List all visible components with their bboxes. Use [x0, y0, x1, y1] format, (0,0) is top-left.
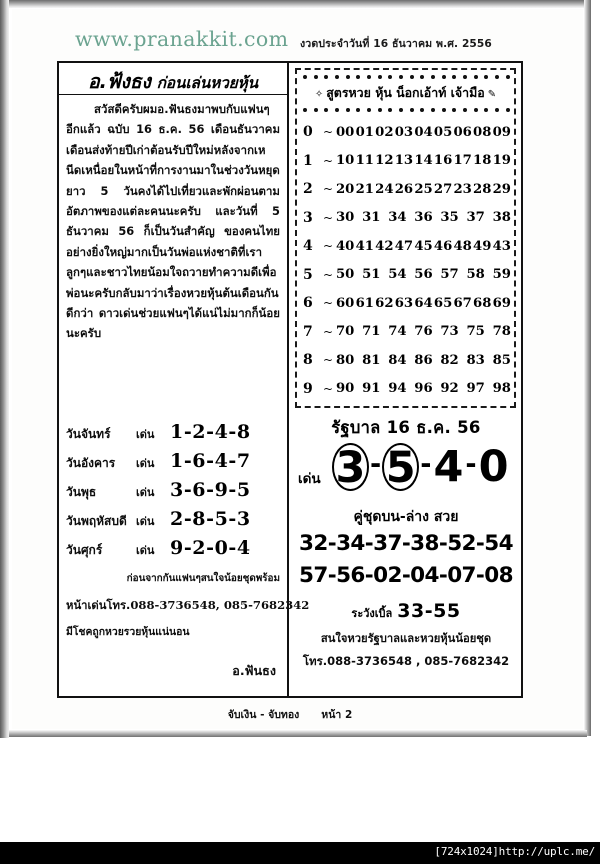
scan-edge-right	[584, 0, 591, 736]
number-cell: 21	[355, 181, 374, 197]
number-cell: 81	[362, 352, 381, 368]
row-values	[336, 210, 513, 225]
row-values	[336, 381, 513, 396]
number-cell: 11	[355, 153, 374, 169]
featured-digits	[332, 443, 510, 491]
number-cell: 03	[394, 124, 414, 140]
number-row	[303, 118, 513, 147]
row-tilde: ~	[322, 381, 334, 396]
article-paragraph: สวัสดีครับผมอ.ฟันธงมาพบกับแฟนๆอีกแล้ว ฉบับ 16 ธ.ค. 56 เดือนธันวาคมเดือนส่งท้ายปีเก่าต้อนรับปีใหม่หลังจากเหนีดเหนื่อยในหน้าที่การงานมาในช่วงวันหยุดยาว 5 วันคงได้ไปเที่ยวและพักผ่อนตามอัตภาพของแต่ละคนนะครับ และวันที่ 5 ธันวาคม 56 ก็เป็นวันสำคัญ ของคนไทยอย่างยิ่งใหญ่มากเป็นวันพ่อแห่งชาติที่เราลูกๆและชาวไทยน้อมใจถวายทำความดีเพื่อพ่อนะครับกลับมาว่าเรื่องหวยหุ้นต้นเดือนกันดีกว่า ดาวเด่นช่วยแฟนๆได้แน่ไม่มากก็น้อยนะครับ	[66, 102, 280, 341]
author-signature: อ.ฟันธง	[232, 663, 276, 678]
row-values	[336, 296, 513, 311]
host-url: http://uplc.me/	[498, 845, 595, 858]
deco-left-icon: ✧	[314, 89, 324, 100]
pick-label: เด่น	[136, 486, 155, 499]
digit-separator: -	[465, 448, 477, 480]
number-cell: 60	[336, 295, 355, 311]
number-cell: 73	[440, 324, 459, 340]
number-cell: 06	[453, 124, 472, 140]
number-cell: 96	[414, 381, 433, 397]
digit-separator: -	[370, 448, 382, 480]
number-cell: 57	[440, 267, 459, 283]
row-values	[336, 324, 513, 339]
number-cell: 62	[375, 295, 394, 311]
contact-row	[290, 653, 522, 671]
row-values	[336, 182, 513, 197]
number-cell: 91	[362, 381, 381, 397]
row-tilde: ~	[322, 182, 334, 197]
number-cell: 05	[433, 124, 453, 140]
closing-note-2: มีโชคถูกหวยรวยหุ้นแน่นอน	[66, 626, 190, 638]
number-row	[303, 289, 513, 318]
number-cell: 67	[453, 295, 472, 311]
row-tilde: ~	[322, 353, 334, 368]
formula-title	[297, 84, 514, 103]
number-cell: 70	[336, 324, 355, 340]
masthead-name: อ.ฟ้งธง	[88, 70, 151, 93]
number-cell: 18	[473, 153, 492, 169]
pair-set-heading: คู่ชุดบน-ล่าง สวย	[353, 509, 459, 525]
number-cell: 31	[362, 210, 381, 226]
featured-digits-row	[290, 441, 522, 501]
number-row	[303, 147, 513, 176]
row-tilde: ~	[322, 267, 334, 282]
daily-picks-list	[66, 421, 280, 566]
number-row	[303, 346, 513, 375]
pick-label: เด่น	[136, 544, 155, 557]
number-cell: 71	[362, 324, 381, 340]
number-cell: 02	[375, 124, 394, 140]
number-row	[303, 375, 513, 404]
number-table	[303, 118, 513, 403]
pick-numbers: 3-6-9-5	[170, 479, 251, 501]
masthead-rule	[59, 94, 287, 95]
number-cell: 50	[336, 267, 355, 283]
number-cell: 17	[453, 153, 472, 169]
publication-name: จับเงิน - จับทอง	[227, 709, 300, 721]
number-cell: 19	[492, 153, 511, 169]
row-key: 1	[303, 152, 313, 169]
dot-row-bottom	[303, 108, 510, 112]
number-cell: 30	[336, 210, 355, 226]
row-values	[336, 267, 513, 282]
number-cell: 94	[388, 381, 407, 397]
number-cell: 26	[394, 181, 414, 197]
article-body	[66, 99, 280, 344]
number-cell: 13	[394, 153, 414, 169]
number-row	[303, 318, 513, 347]
number-cell: 25	[414, 181, 433, 197]
number-cell: 63	[394, 295, 414, 311]
contact-prefix: โทร.	[302, 654, 328, 668]
row-key: 4	[303, 238, 313, 255]
row-values	[336, 353, 513, 368]
hotline-row	[66, 596, 310, 614]
number-cell: 65	[433, 295, 453, 311]
number-cell: 92	[440, 381, 459, 397]
pick-numbers: 1-2-4-8	[170, 421, 251, 443]
number-cell: 41	[355, 238, 374, 254]
pick-day: วันพุธ	[66, 485, 97, 499]
number-cell: 42	[375, 238, 394, 254]
number-cell: 97	[466, 381, 485, 397]
number-cell: 45	[414, 238, 433, 254]
number-cell: 59	[492, 267, 511, 283]
number-cell: 83	[466, 352, 485, 368]
image-dimensions: [724x1024]	[434, 845, 499, 858]
row-tilde: ~	[322, 324, 334, 339]
row-key: 8	[303, 352, 313, 369]
contact-numbers: 088-3736548 , 085-7682342	[327, 654, 510, 668]
closing-note-1: ก่อนจากกันแฟนๆสนใจน้อยชุดพร้อม	[126, 573, 280, 584]
number-cell: 08	[473, 124, 492, 140]
pick-numbers: 1-6-4-7	[170, 450, 251, 472]
viewer-status-bar	[0, 842, 600, 864]
row-tilde: ~	[322, 153, 334, 168]
number-cell: 10	[336, 153, 355, 169]
featured-digit-circled: 5	[382, 443, 419, 491]
pick-row	[66, 421, 280, 450]
pick-day: วันจันทร์	[66, 427, 111, 441]
row-tilde: ~	[322, 125, 334, 140]
number-cell: 98	[492, 381, 511, 397]
row-tilde: ~	[322, 239, 334, 254]
pick-numbers: 2-8-5-3	[170, 508, 251, 530]
row-key: 3	[303, 209, 313, 226]
number-cell: 16	[433, 153, 453, 169]
masthead-subtitle: ก่อนเล่นหวยหุ้น	[156, 74, 258, 92]
number-cell: 27	[433, 181, 453, 197]
main-content-frame	[57, 61, 523, 698]
pick-label: เด่น	[136, 457, 155, 470]
number-cell: 69	[492, 295, 511, 311]
pick-label: เด่น	[136, 515, 155, 528]
number-cell: 04	[414, 124, 433, 140]
number-cell: 84	[388, 352, 407, 368]
number-cell: 51	[362, 267, 381, 283]
row-tilde: ~	[322, 210, 334, 225]
row-tilde: ~	[322, 296, 334, 311]
featured-digit-circled: 3	[332, 443, 369, 491]
pick-row	[66, 537, 280, 566]
number-cell: 46	[433, 238, 453, 254]
digit-separator: -	[420, 448, 432, 480]
number-cell: 24	[375, 181, 394, 197]
number-cell: 54	[388, 267, 407, 283]
number-cell: 28	[473, 181, 492, 197]
number-cell: 47	[394, 238, 414, 254]
number-cell: 14	[414, 153, 433, 169]
number-cell: 61	[355, 295, 374, 311]
number-cell: 74	[388, 324, 407, 340]
number-cell: 00	[336, 124, 355, 140]
formula-title-band	[297, 70, 514, 114]
number-cell: 38	[492, 210, 511, 226]
row-values	[336, 239, 513, 254]
row-values	[336, 125, 513, 140]
hotline-numbers: 088-3736548, 085-7682342	[130, 598, 310, 612]
number-cell: 34	[388, 210, 407, 226]
watch-doubles-row	[290, 600, 522, 622]
number-cell: 29	[492, 181, 511, 197]
pair-line-2: 57-56-02-04-07-08	[299, 563, 513, 588]
formula-title-text: สูตรหวย หุ้น น็อกเอ้าท์ เจ้ามือ	[326, 85, 485, 100]
pick-row	[66, 508, 280, 537]
pick-numbers: 9-2-0-4	[170, 537, 251, 559]
watch-numbers: 33-55	[397, 600, 461, 622]
number-cell: 43	[492, 238, 511, 254]
dot-row-top	[303, 75, 510, 79]
number-cell: 48	[453, 238, 472, 254]
number-row	[303, 175, 513, 204]
interest-note: สนใจหวยรัฐบาลและหวยหุ้นน้อยชุด	[320, 632, 492, 645]
watch-label: ระวังเบิ้ล	[351, 607, 393, 620]
status-bar-text	[434, 845, 595, 858]
formula-box	[295, 68, 516, 408]
number-cell: 90	[336, 381, 355, 397]
number-cell: 49	[473, 238, 492, 254]
scan-edge-bottom	[9, 730, 587, 737]
row-key: 9	[303, 380, 313, 397]
issue-date: งวดประจำวันที่ 16 ธันวาคม พ.ศ. 2556	[300, 38, 492, 50]
deco-right-icon: ✎	[487, 89, 497, 100]
site-watermark: www.pranakkit.com	[75, 27, 289, 51]
row-key: 0	[303, 124, 313, 141]
number-cell: 35	[440, 210, 459, 226]
number-cell: 58	[466, 267, 485, 283]
number-cell: 20	[336, 181, 355, 197]
scan-edge-left	[0, 0, 9, 738]
right-column	[290, 63, 522, 696]
page-number-label: หน้า 2	[321, 709, 353, 721]
hotline-prefix: หน้าเด่นโทร.	[66, 599, 131, 612]
scan-edge-top	[9, 0, 584, 8]
paper-surface	[12, 9, 583, 729]
pick-day: วันพฤหัสบดี	[66, 514, 127, 528]
number-cell: 85	[492, 352, 511, 368]
pick-row	[66, 450, 280, 479]
row-key: 7	[303, 323, 313, 340]
pick-label: เด่น	[136, 428, 155, 441]
number-row	[303, 232, 513, 261]
government-draw-heading: รัฐบาล 16 ธ.ค. 56	[331, 418, 481, 437]
masthead	[59, 66, 287, 97]
number-row	[303, 261, 513, 290]
featured-digit: 4	[433, 441, 464, 492]
number-cell: 86	[414, 352, 433, 368]
number-cell: 82	[440, 352, 459, 368]
number-cell: 37	[466, 210, 485, 226]
featured-digit: 0	[478, 441, 509, 492]
pick-day: วันศุกร์	[66, 543, 103, 557]
row-key: 2	[303, 181, 313, 198]
number-cell: 56	[414, 267, 433, 283]
number-cell: 78	[492, 324, 511, 340]
number-cell: 09	[492, 124, 511, 140]
row-key: 5	[303, 266, 313, 283]
pick-row	[66, 479, 280, 508]
number-row	[303, 204, 513, 233]
number-cell: 40	[336, 238, 355, 254]
number-cell: 68	[473, 295, 492, 311]
number-cell: 23	[453, 181, 472, 197]
number-cell: 01	[355, 124, 374, 140]
page-footer	[57, 706, 523, 723]
number-cell: 75	[466, 324, 485, 340]
number-cell: 80	[336, 352, 355, 368]
featured-label: เด่น	[298, 471, 321, 487]
row-key: 6	[303, 295, 313, 312]
left-column	[59, 63, 310, 696]
number-cell: 36	[414, 210, 433, 226]
pick-day: วันอังคาร	[66, 456, 116, 470]
number-cell: 76	[414, 324, 433, 340]
pair-line-1: 32-34-37-38-52-54	[299, 531, 513, 556]
number-cell: 12	[375, 153, 394, 169]
number-cell: 64	[414, 295, 433, 311]
row-values	[336, 153, 513, 168]
